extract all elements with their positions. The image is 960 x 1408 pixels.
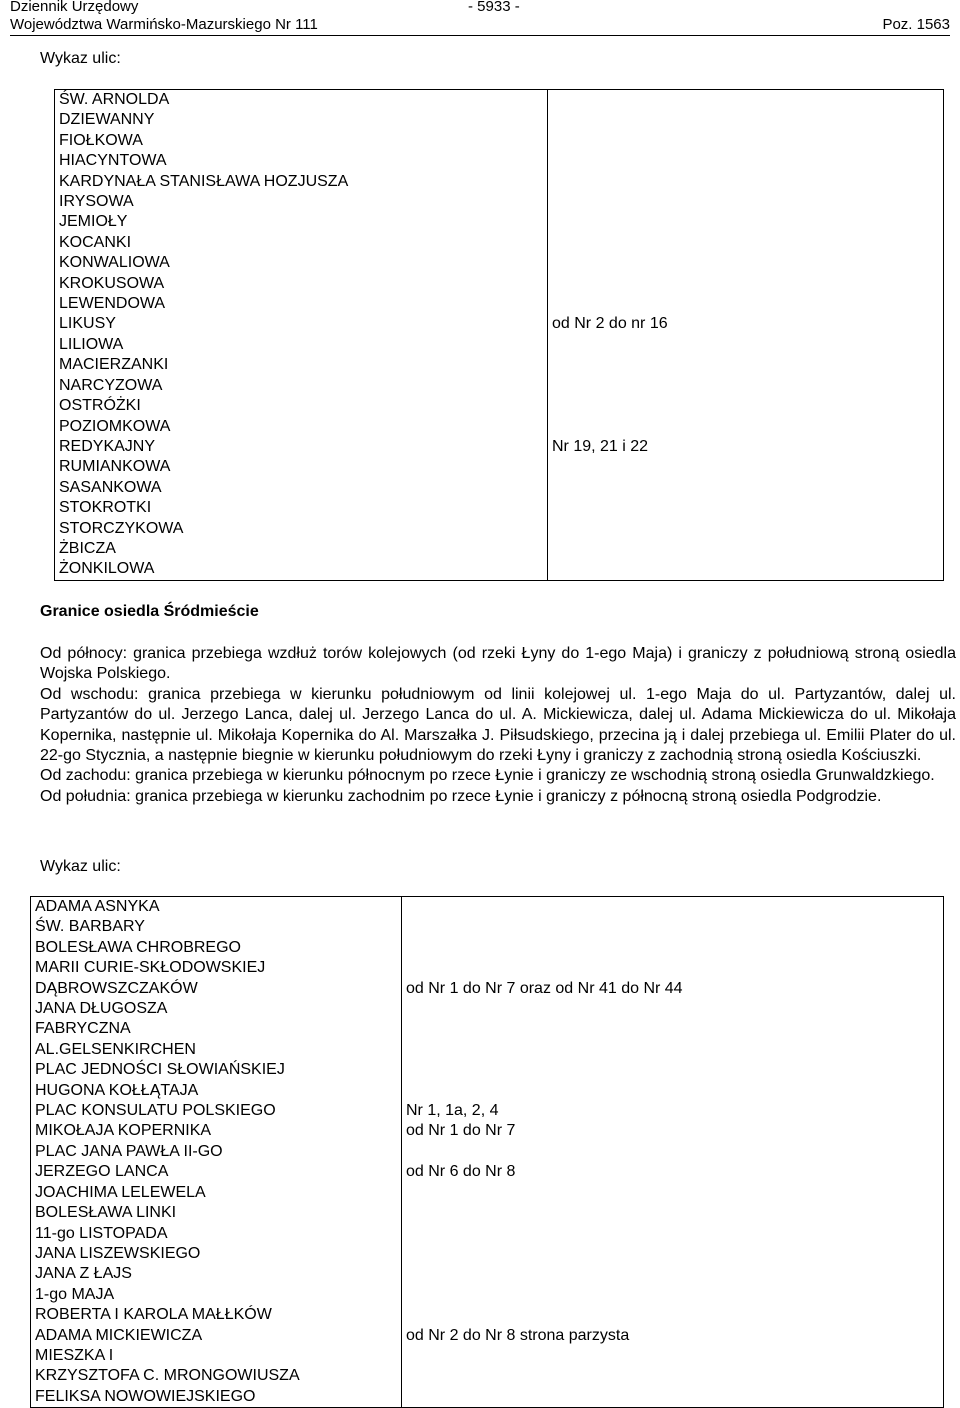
street-name: ŚW. ARNOLDA	[59, 91, 170, 108]
street-name: RUMIANKOWA	[59, 458, 171, 476]
street-name: ŻONKILOWA	[59, 560, 155, 578]
street-name: DZIEWANNY	[59, 111, 155, 129]
street-name: AL.GELSENKIRCHEN	[35, 1040, 196, 1058]
street-name: 1-go MAJA	[35, 1285, 115, 1303]
street-note	[552, 212, 939, 232]
street-name: BOLESŁAWA CHROBREGO	[35, 938, 241, 956]
street-note	[406, 1305, 939, 1325]
street-note: od Nr 1 do Nr 7 oraz od Nr 41 do Nr 44	[406, 979, 683, 997]
street-name: LILIOWA	[59, 335, 124, 353]
street-note	[552, 192, 939, 212]
street-name: ROBERTA I KAROLA MAŁŁKÓW	[35, 1306, 272, 1324]
street-note	[406, 958, 939, 978]
street-name: LIKUSY	[59, 315, 116, 333]
street-name: 11-go LISTOPADA	[35, 1224, 168, 1242]
header-rule	[10, 35, 950, 36]
street-note: od Nr 2 do nr 16	[552, 315, 668, 333]
street-note	[552, 274, 939, 294]
street-note	[552, 519, 939, 539]
street-note	[406, 1060, 939, 1080]
street-note	[552, 559, 939, 579]
journal-region: Województwa Warmińsko-Mazurskiego Nr 111	[10, 16, 318, 33]
street-note: Nr 19, 21 i 22	[552, 437, 649, 455]
street-note	[552, 355, 939, 375]
street-name: POZIOMKOWA	[59, 417, 171, 435]
street-name: MACIERZANKI	[59, 356, 169, 374]
street-note	[552, 498, 939, 518]
street-note	[406, 1081, 939, 1101]
street-table-1	[54, 89, 944, 581]
street-note	[406, 917, 939, 937]
street-name: FIOŁKOWA	[59, 131, 143, 149]
street-note	[552, 253, 939, 273]
street-name: KARDYNAŁA STANISŁAWA HOZJUSZA	[59, 172, 349, 190]
boundaries-description	[40, 644, 956, 807]
street-note	[406, 1387, 939, 1407]
street-names-column	[55, 90, 548, 581]
street-name: JANA Z ŁAJS	[35, 1265, 132, 1283]
street-name: STOKROTKI	[59, 499, 152, 517]
street-note	[406, 1142, 939, 1162]
street-name: BOLESŁAWA LINKI	[35, 1204, 177, 1222]
journal-title: Dziennik Urzędowy	[10, 0, 139, 15]
street-note	[406, 1183, 939, 1203]
street-note	[552, 294, 939, 314]
street-note	[552, 151, 939, 171]
street-note: od Nr 1 do Nr 7	[406, 1122, 516, 1140]
street-name: JERZEGO LANCA	[35, 1163, 169, 1181]
page-header	[10, 0, 950, 36]
street-list-heading-1: Wykaz ulic:	[40, 50, 121, 67]
street-note: od Nr 6 do Nr 8	[406, 1163, 516, 1181]
street-name: LEWENDOWA	[59, 295, 166, 313]
street-note	[406, 1203, 939, 1223]
street-name: SASANKOWA	[59, 478, 162, 496]
street-note	[406, 1224, 939, 1244]
street-note: od Nr 2 do Nr 8 strona parzysta	[406, 1326, 630, 1344]
street-list-heading-2: Wykaz ulic:	[40, 858, 121, 875]
street-name: PLAC KONSULATU POLSKIEGO	[35, 1102, 276, 1120]
street-note	[406, 999, 939, 1019]
street-note	[552, 376, 939, 396]
street-name: DĄBROWSZCZAKÓW	[35, 979, 198, 997]
street-notes-column	[548, 90, 944, 581]
street-note	[406, 1264, 939, 1284]
street-name: KROKUSOWA	[59, 274, 165, 292]
street-note	[552, 110, 939, 130]
street-note	[552, 417, 939, 437]
street-note	[552, 396, 939, 416]
street-names-column	[31, 897, 402, 1408]
street-name: HUGONA KOŁŁĄTAJA	[35, 1081, 199, 1099]
boundaries-title: Granice osiedla Śródmieście	[40, 603, 259, 620]
street-name: MIKOŁAJA KOPERNIKA	[35, 1122, 212, 1140]
street-name: JEMIOŁY	[59, 213, 128, 231]
street-note	[552, 172, 939, 192]
street-notes-column	[402, 897, 944, 1408]
street-name: JOACHIMA LELEWELA	[35, 1183, 206, 1201]
street-table-2	[30, 896, 944, 1408]
street-name: KOCANKI	[59, 233, 132, 251]
street-name: ŻBICZA	[59, 539, 116, 557]
street-name: NARCYZOWA	[59, 376, 163, 394]
boundary-south: Od południa: granica przebiega w kierunku zachodnim po rzece Łynie i graniczy z północną stroną osiedla Podgrodzie.	[40, 787, 882, 805]
street-note	[552, 335, 939, 355]
street-name: JANA LISZEWSKIEGO	[35, 1244, 201, 1262]
street-name: PLAC JANA PAWŁA II-GO	[35, 1142, 223, 1160]
boundary-east: Od wschodu: granica przebiega w kierunku południowym od linii kolejowej ul. 1-ego Maja do ul. Partyzantów, dalej ul. Partyzantów do ul. Jerzego Lanca, dalej ul. Jerzego Lanca do ul. A. Mickiewicza, dalej ul. Adama Mickiewicza do ul. Mikołaja Kopernika, następnie ul. Mikołaja Kopernika do Al. Marszałka J. Piłsudskiego, przecina ją i dalej przebiega ul. Emilii Plater do ul. 22-go Stycznia, a następnie biegnie w kierunku południowym do rzeki Łyny i graniczy z zachodnią stroną osiedla Kościuszki.	[40, 685, 956, 765]
boundary-west: Od zachodu: granica przebiega w kierunku północnym po rzece Łynie i graniczy ze wschodnią stroną osiedla Grunwaldzkiego.	[40, 767, 935, 785]
street-name: KONWALIOWA	[59, 254, 170, 272]
street-name: IRYSOWA	[59, 193, 134, 211]
street-note	[406, 897, 939, 917]
street-note	[552, 90, 939, 110]
street-note: Nr 1, 1a, 2, 4	[406, 1102, 499, 1120]
position-number: Poz. 1563	[882, 16, 950, 33]
street-note	[552, 233, 939, 253]
boundary-north: Od północy: granica przebiega wzdłuż torów kolejowych (od rzeki Łyny do 1-ego Maja) i graniczy z południową stroną osiedla Wojska Polskiego.	[40, 645, 956, 683]
street-name: REDYKAJNY	[59, 437, 156, 455]
street-name: OSTRÓŻKI	[59, 397, 141, 415]
street-name: STORCZYKOWA	[59, 519, 184, 537]
street-name: PLAC JEDNOŚCI SŁOWIAŃSKIEJ	[35, 1061, 285, 1079]
page-number: - 5933 -	[468, 0, 520, 15]
street-note	[406, 1366, 939, 1386]
street-name: MIESZKA I	[35, 1346, 114, 1364]
street-name: ADAMA MICKIEWICZA	[35, 1326, 203, 1344]
street-note	[552, 539, 939, 559]
street-name: ŚW. BARBARY	[35, 918, 145, 936]
street-note	[406, 1040, 939, 1060]
street-note	[552, 478, 939, 498]
street-name: FABRYCZNA	[35, 1020, 131, 1038]
street-note	[406, 1346, 939, 1366]
street-name: FELIKSA NOWOWIEJSKIEGO	[35, 1387, 256, 1405]
street-note	[406, 1244, 939, 1264]
street-note	[406, 1019, 939, 1039]
street-name: ADAMA ASNYKA	[35, 898, 160, 915]
street-name: KRZYSZTOFA C. MRONGOWIUSZA	[35, 1367, 300, 1385]
street-note	[406, 938, 939, 958]
street-note	[552, 457, 939, 477]
street-name: HIACYNTOWA	[59, 152, 167, 170]
street-note	[552, 131, 939, 151]
street-name: MARII CURIE-SKŁODOWSKIEJ	[35, 959, 266, 977]
street-name: JANA DŁUGOSZA	[35, 1000, 168, 1018]
street-note	[406, 1285, 939, 1305]
